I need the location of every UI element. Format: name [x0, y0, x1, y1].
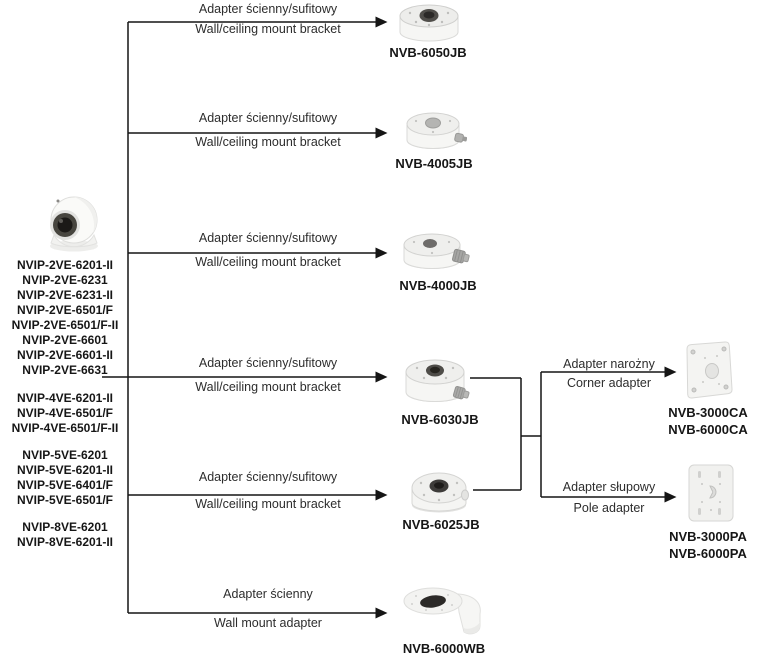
camera-model: NVIP-2VE-6201-II: [16, 258, 114, 272]
junction-box-image-nvb-6050jb: [398, 2, 460, 44]
branch-label-en: Wall/ceiling mount bracket: [195, 255, 341, 269]
dome-camera-image: [38, 191, 108, 253]
pole-adapter-image: [686, 462, 736, 524]
product-label-pole-adapters: [638, 528, 763, 562]
camera-model: NVIP-2VE-6631: [22, 363, 108, 377]
camera-model: NVIP-2VE-6231: [22, 273, 108, 287]
junction-box-image-nvb-4005jb: [405, 107, 467, 153]
camera-model: NVIP-2VE-6601: [22, 333, 108, 347]
product-label: NVB-3000CA: [668, 405, 748, 420]
product-label-nvb-4000jb: NVB-4000JB: [399, 278, 477, 293]
product-label-corner-adapters: [638, 404, 763, 438]
camera-model: NVIP-4VE-6501/F-II: [11, 421, 119, 435]
branch-label-pl: Adapter ścienny/sufitowy: [198, 356, 338, 370]
branch-label-en: Wall/ceiling mount bracket: [195, 380, 341, 394]
camera-model: NVIP-5VE-6201: [22, 448, 108, 462]
camera-model-list-5ve: [0, 448, 130, 508]
product-label-nvb-6050jb: NVB-6050JB: [389, 45, 467, 60]
product-label: NVB-6000CA: [668, 422, 748, 437]
camera-model: NVIP-4VE-6501/F: [16, 406, 114, 420]
branch-label-en: Wall/ceiling mount bracket: [195, 135, 341, 149]
branch-label-en: Corner adapter: [566, 376, 652, 390]
branch-label-en: Wall/ceiling mount bracket: [195, 497, 341, 511]
branch-label-pl: Adapter ścienny/sufitowy: [198, 111, 338, 125]
branch-label-pl: Adapter ścienny/sufitowy: [198, 231, 338, 245]
product-label-nvb-6025jb: NVB-6025JB: [402, 517, 480, 532]
branch-label-pl: Adapter ścienny: [223, 587, 313, 601]
product-label-nvb-6030jb: NVB-6030JB: [401, 412, 479, 427]
branch-label-pl: Adapter ścienny/sufitowy: [198, 470, 338, 484]
camera-model: NVIP-5VE-6501/F: [16, 493, 114, 507]
camera-model: NVIP-2VE-6501/F: [16, 303, 114, 317]
camera-model-list-8ve: [0, 520, 130, 550]
branch-label-en: Wall mount adapter: [214, 616, 322, 630]
camera-model: NVIP-8VE-6201: [22, 520, 108, 534]
branch-label-pl: Adapter narożny: [563, 357, 655, 371]
branch-label-pl: Adapter ścienny/sufitowy: [198, 2, 338, 16]
camera-model: NVIP-8VE-6201-II: [16, 535, 114, 549]
camera-model-list-2ve: [0, 258, 130, 378]
camera-model: NVIP-5VE-6401/F: [16, 478, 114, 492]
branch-label-en: Pole adapter: [573, 501, 645, 515]
camera-model: NVIP-5VE-6201-II: [16, 463, 114, 477]
branch-label-pl: Adapter słupowy: [562, 480, 656, 494]
camera-model-list-4ve: [0, 391, 130, 436]
junction-box-image-nvb-6030jb: [404, 354, 472, 406]
product-label-nvb-4005jb: NVB-4005JB: [395, 156, 473, 171]
branch-label-en: Wall/ceiling mount bracket: [195, 22, 341, 36]
camera-model: NVIP-4VE-6201-II: [16, 391, 114, 405]
camera-model: NVIP-2VE-6501/F-II: [11, 318, 119, 332]
camera-model: NVIP-2VE-6231-II: [16, 288, 114, 302]
camera-model: NVIP-2VE-6601-II: [16, 348, 114, 362]
corner-adapter-image: [679, 340, 737, 400]
junction-box-image-nvb-4000jb: [402, 227, 470, 273]
product-label: NVB-6000PA: [669, 546, 747, 561]
product-label-nvb-6000wb: NVB-6000WB: [402, 641, 486, 656]
product-label: NVB-3000PA: [669, 529, 747, 544]
wall-bracket-image-nvb-6000wb: [402, 584, 486, 638]
junction-box-image-nvb-6025jb: [410, 467, 472, 515]
